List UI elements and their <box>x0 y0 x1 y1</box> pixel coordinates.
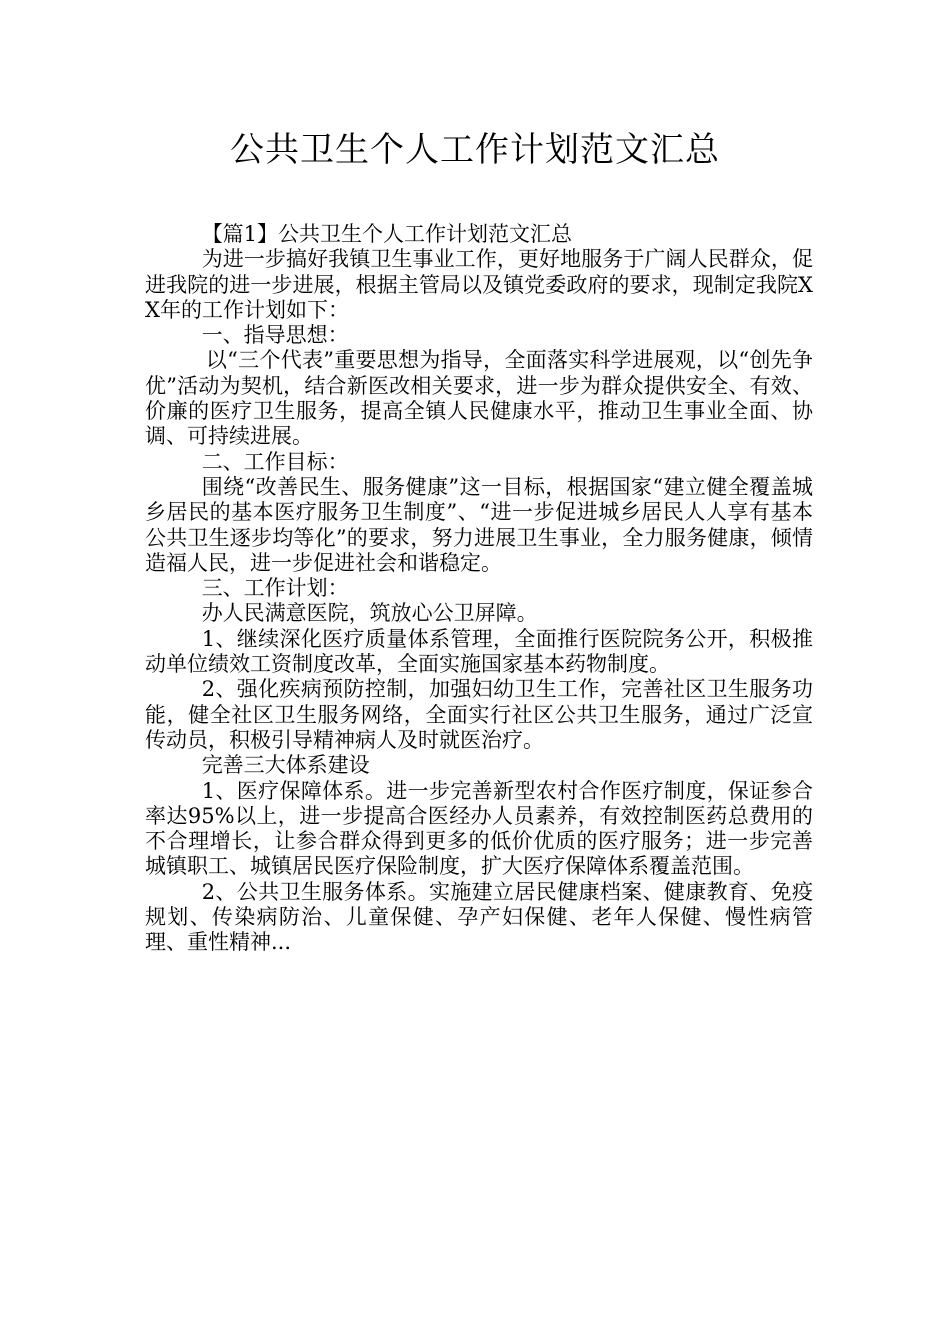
section-heading-work-plan: 三、工作计划： <box>201 576 349 601</box>
section-heading-work-goals: 二、工作目标： <box>201 449 349 474</box>
section-heading-guiding-ideology: 一、指导思想： <box>201 323 349 348</box>
work-plan-item-1: 1、继续深化医疗质量体系管理，全面推行医院院务公开，积极推动单位绩效工资制度改革，全面实施国家基本药物制度。 <box>145 626 813 677</box>
system-item-2: 2、公共卫生服务体系。实施建立居民健康档案、健康教育、免疫规划、传染病防治、儿童保健、孕产妇保健、老年人保健、慢性病管理、重性精神... <box>145 879 813 955</box>
intro-paragraph: 为进一步搞好我镇卫生事业工作，更好地服务于广阔人民群众，促进我院的进一步进展，根据主管局以及镇党委政府的要求，现制定我院XX年的工作计划如下： <box>145 247 813 322</box>
guiding-ideology-paragraph: 以“三个代表”重要思想为指导，全面落实科学进展观，以“创先争优”活动为契机，结合新医改相关要求，进一步为群众提供安全、有效、价廉的医疗卫生服务，提高全镇人民健康水平，推动卫生事业全面、协调、可持续进展。 <box>145 348 813 449</box>
document-body <box>145 222 813 956</box>
work-plan-subheading: 办人民满意医院，筑放心公卫屏障。 <box>201 601 538 626</box>
system-item-1: 1、医疗保障体系。进一步完善新型农村合作医疗制度，保证参合率达95%以上，进一步提高合医经办人员素养，有效控制医药总费用的不合理增长，让参合群众得到更多的低价优质的医疗服务；进一步完善城镇职工、城镇居民医疗保险制度，扩大医疗保障体系覆盖范围。 <box>145 778 813 879</box>
document-title: 公共卫生个人工作计划范文汇总 <box>230 130 720 170</box>
article-heading: 【篇1】公共卫生个人工作计划范文汇总 <box>201 222 573 246</box>
system-building-subheading: 完善三大体系建设 <box>201 753 370 778</box>
work-plan-item-2: 2、强化疾病预防控制，加强妇幼卫生工作，完善社区卫生服务功能，健全社区卫生服务网络，全面实行社区公共卫生服务，通过广泛宣传动员，积极引导精神病人及时就医治疗。 <box>145 677 813 752</box>
work-goals-paragraph: 围绕“改善民生、服务健康”这一目标，根据国家“建立健全覆盖城乡居民的基本医疗服务卫生制度”、“进一步促进城乡居民人人享有基本公共卫生逐步均等化”的要求，努力进展卫生事业，全力服务健康，倾情造福人民，进一步促进社会和谐稳定。 <box>145 474 813 575</box>
